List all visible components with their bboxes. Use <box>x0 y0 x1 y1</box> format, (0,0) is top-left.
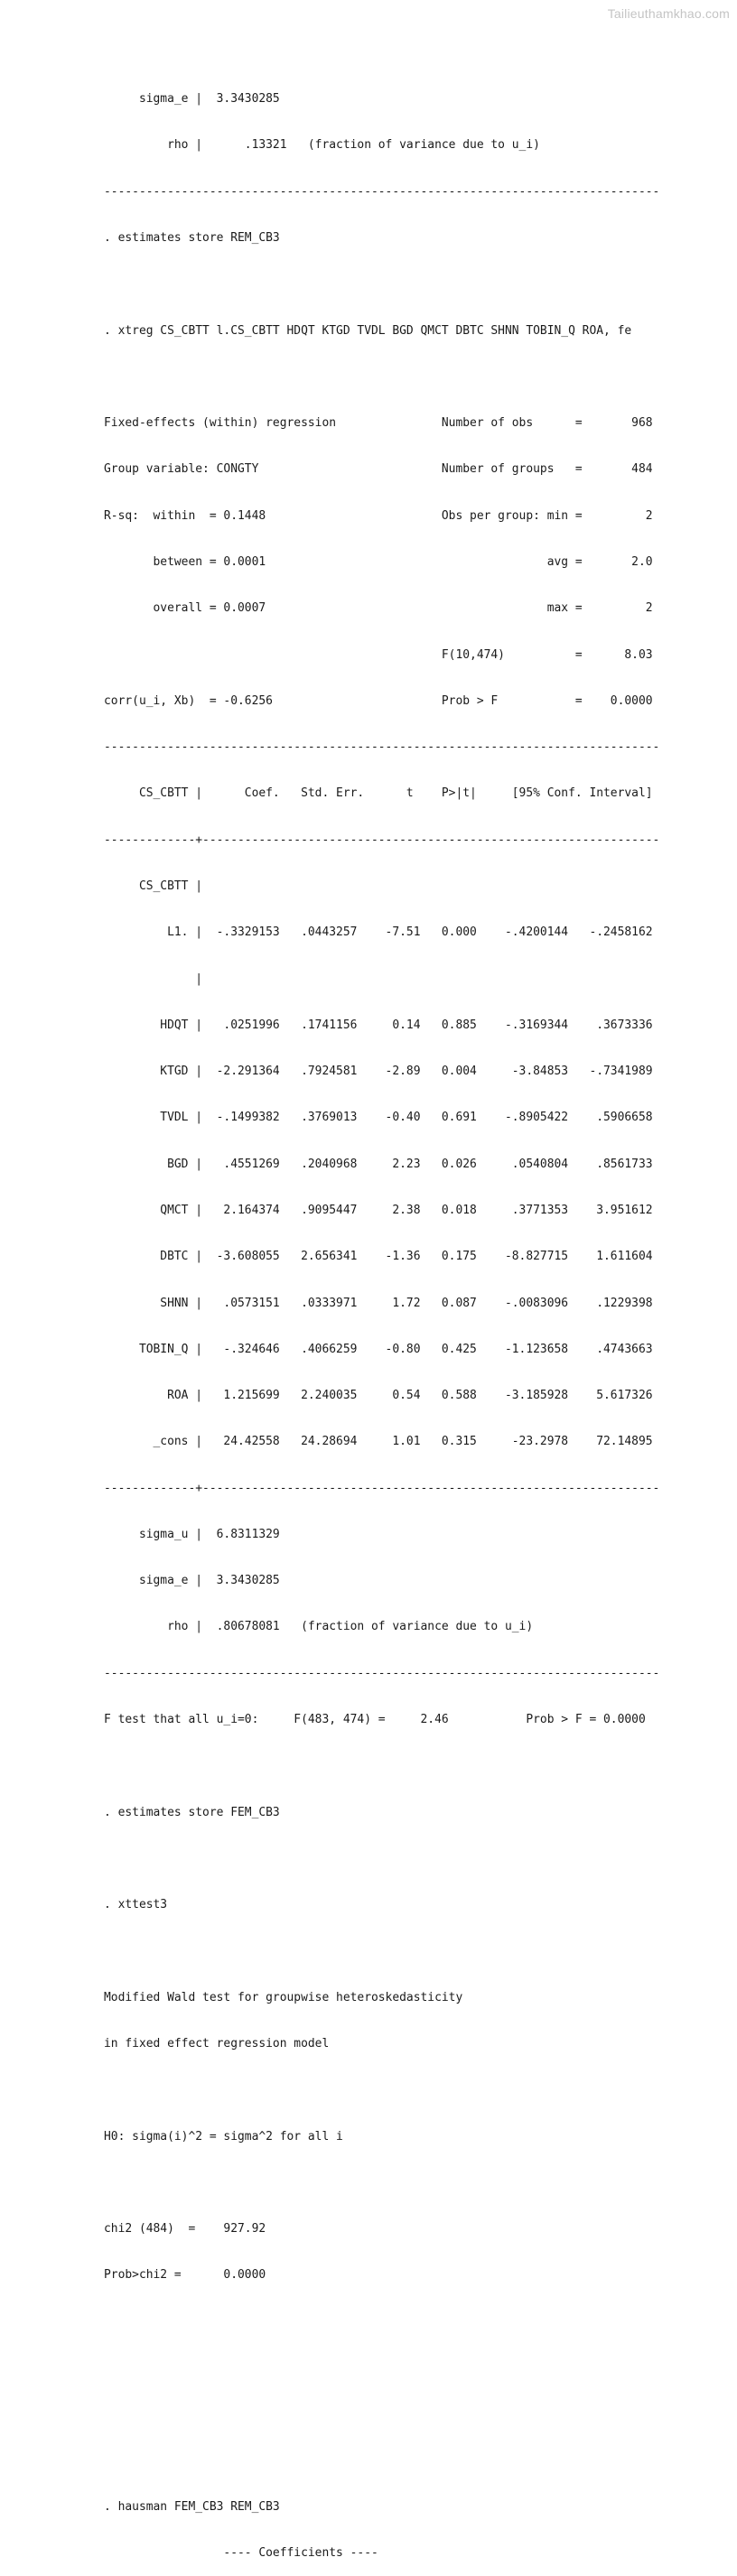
output-line <box>104 1943 659 1958</box>
output-line <box>104 276 659 292</box>
output-line: F test that all u_i=0: F(483, 474) = 2.46 Prob > F = 0.0000 <box>104 1713 646 1727</box>
output-line: overall = 0.0007 max = 2 <box>104 601 653 616</box>
output-line: rho | .13321 (fraction of variance due to u_i) <box>104 138 540 153</box>
output-line <box>104 2314 659 2330</box>
output-line: corr(u_i, Xb) = -0.6256 Prob > F = 0.0000 <box>104 693 653 708</box>
output-line: ---- Coefficients ---- <box>104 2546 378 2561</box>
output-line <box>104 1851 659 1866</box>
command-line: . estimates store FEM_CB3 <box>104 1805 280 1819</box>
output-line: sigma_u | 6.8311329 <box>104 1527 280 1541</box>
output-line: H0: sigma(i)^2 = sigma^2 for all i <box>104 2129 343 2144</box>
separator-line: ------------------------------------------------------------------------------- <box>104 740 660 755</box>
output-line: between = 0.0001 avg = 2.0 <box>104 555 653 569</box>
table-row: TVDL | -.1499382 .3769013 -0.40 0.691 -.8905422 .5906658 <box>104 1111 653 1125</box>
output-line: sigma_e | 3.3430285 <box>104 1574 280 1588</box>
output-line: Prob>chi2 = 0.0000 <box>104 2268 266 2283</box>
command-line: . xttest3 <box>104 1898 168 1912</box>
output-line <box>104 2175 659 2190</box>
output-line <box>104 2406 659 2422</box>
table-header: CS_CBTT | Coef. Std. Err. t P>|t| [95% Conf. Interval] <box>104 786 653 801</box>
separator-line: ------------------------------------------------------------------------------- <box>104 184 660 199</box>
output-line: sigma_e | 3.3430285 <box>104 92 280 107</box>
command-line: . hausman FEM_CB3 REM_CB3 <box>104 2499 280 2514</box>
stata-output <box>104 60 659 2576</box>
table-row: HDQT | .0251996 .1741156 0.14 0.885 -.3169344 .3673336 <box>104 1018 653 1032</box>
command-line: . xtreg CS_CBTT l.CS_CBTT HDQT KTGD TVDL BGD QMCT DBTC SHNN TOBIN_Q ROA, fe <box>104 323 632 338</box>
separator-line: ------------------------------------------------------------------------------- <box>104 1666 660 1680</box>
table-row: KTGD | -2.291364 .7924581 -2.89 0.004 -3.84853 -.7341989 <box>104 1065 653 1079</box>
output-line: in fixed effect regression model <box>104 2037 330 2051</box>
table-row: SHNN | .0573151 .0333971 1.72 0.087 -.0083096 .1229398 <box>104 1296 653 1310</box>
output-line <box>104 2082 659 2097</box>
table-row: | <box>104 972 203 986</box>
table-row: TOBIN_Q | -.324646 .4066259 -0.80 0.425 -1.123658 .4743663 <box>104 1342 653 1356</box>
table-row: L1. | -.3329153 .0443257 -7.51 0.000 -.4200144 -.2458162 <box>104 925 653 940</box>
watermark-text: Tailieuthamkhao.com <box>607 6 730 21</box>
output-line: chi2 (484) = 927.92 <box>104 2222 266 2237</box>
table-row: QMCT | 2.164374 .9095447 2.38 0.018 .3771353 3.951612 <box>104 1203 653 1217</box>
table-row: ROA | 1.215699 2.240035 0.54 0.588 -3.185928 5.617326 <box>104 1389 653 1403</box>
output-line <box>104 1758 659 1773</box>
output-line <box>104 2453 659 2469</box>
table-row: DBTC | -3.608055 2.656341 -1.36 0.175 -8.827715 1.611604 <box>104 1250 653 1264</box>
command-line: . estimates store REM_CB3 <box>104 231 280 246</box>
table-row: BGD | .4551269 .2040968 2.23 0.026 .0540804 .8561733 <box>104 1157 653 1171</box>
output-line: Modified Wald test for groupwise heteroskedasticity <box>104 1990 463 2004</box>
output-line: F(10,474) = 8.03 <box>104 647 653 662</box>
output-line: R-sq: within = 0.1448 Obs per group: min = 2 <box>104 508 653 523</box>
output-line <box>104 369 659 385</box>
separator-line: -------------+----------------------------------------------------------------- <box>104 1481 660 1495</box>
output-line: Group variable: CONGTY Number of groups = 484 <box>104 462 653 477</box>
output-line: Fixed-effects (within) regression Number of obs = 968 <box>104 416 653 431</box>
output-line <box>104 2360 659 2376</box>
output-line: rho | .80678081 (fraction of variance due to u_i) <box>104 1620 534 1634</box>
table-row: CS_CBTT | <box>104 879 203 893</box>
table-row: _cons | 24.42558 24.28694 1.01 0.315 -23.2978 72.14895 <box>104 1435 653 1449</box>
separator-line: -------------+----------------------------------------------------------------- <box>104 832 660 847</box>
